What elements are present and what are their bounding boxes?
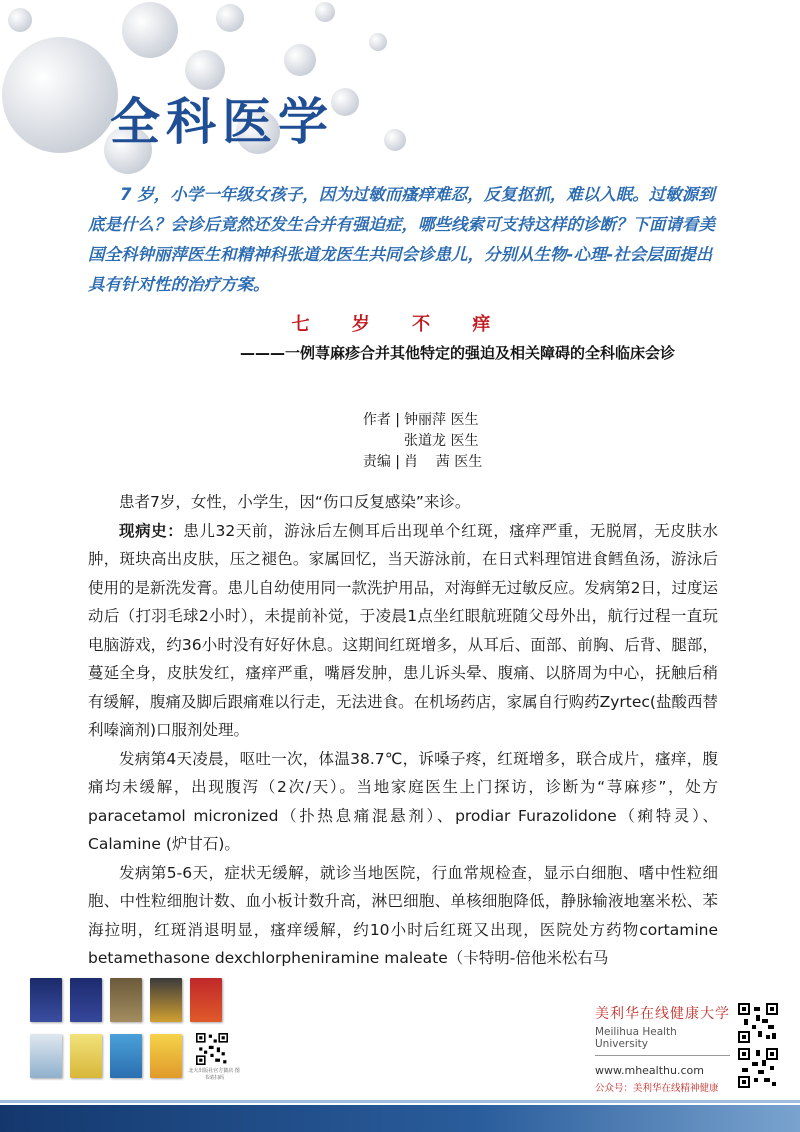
body-paragraph: 现病史：患儿32天前，游泳后左侧耳后出现单个红斑，瘙痒严重，无脱屑，无皮肤水肿，斑块高出皮肤，压之褪色。家属回忆，当天游泳前，在日式料理馆进食鳕鱼汤，游泳后使用的是新洗发膏。患儿自幼使用同一款洗护用品，对海鲜无过敏反应。发病第2日，过度运动后（打羽毛球2小时），未提前补觉，于凌晨1点坐红眼航班随父母外出，航行过程一直玩电脑游戏，约36小时没有好好休息。这期间红斑增多，从耳后、面部、前胸、后背、腿部，蔓延全身，皮肤发红，瘙痒严重，嘴唇发肿，患儿诉头晕、腹痛、以脐周为中心，抚触后稍有缓解，腹痛及脚后跟痛难以行走，无法进食。在机场药店，家属自行购药Zyrtec(盐酸西替利嗪滴剂)口服剂处理。 (88, 521, 718, 739)
byline-value: 张道龙 医生 (404, 433, 479, 449)
article-body (88, 488, 718, 973)
body-paragraph: 患者7岁，女性，小学生，因“伤口反复感染”来诊。 (119, 493, 471, 511)
byline (330, 410, 530, 473)
byline-value: 钟丽萍 医生 (404, 412, 479, 428)
qr-code-icon (738, 1048, 778, 1088)
brand-name-cn: 美利华在线健康大学 (595, 1006, 730, 1022)
footer-band (0, 1105, 800, 1132)
section-title: 全科医学 (110, 93, 334, 151)
body-paragraph: 发病第5-6天，症状无缓解，就诊当地医院，行血常规检查，显示白细胞、嗜中性粒细胞、中性粒细胞计数、血小板计数升高，淋巴细胞、单核细胞降低，静脉输液地塞米松、苯海拉明，红斑消退明显，瘙痒缓解，约10小时后红斑又出现，医院处方药物cortamine betamethasone dexchlorpheniramine maleate（卡特明-倍他米松右马 (88, 863, 718, 967)
byline-label: 责编 | (362, 454, 400, 470)
byline-value: 肖 茜 医生 (404, 454, 483, 470)
byline-row (330, 452, 530, 473)
book-cover (30, 978, 62, 1022)
brand-wechat: 公众号：美利华在线精神健康 (595, 1083, 719, 1094)
brand-block (595, 1003, 730, 1094)
brand-url: www.mhealthu.com (595, 1064, 704, 1077)
byline-label: 作者 | (362, 412, 400, 428)
book-cover (150, 1034, 182, 1078)
book-cover (190, 978, 222, 1022)
qr-code-icon (196, 1033, 228, 1065)
article-title: 七 岁 不 痒 (291, 314, 509, 335)
book-cover (30, 1034, 62, 1078)
footer-stripe (0, 1100, 800, 1103)
qr-caption: 北大出版社官方微店 图书请扫码 (188, 1068, 240, 1081)
book-cover (110, 1034, 142, 1078)
paragraph-lead: 现病史： (119, 521, 184, 540)
body-paragraph: 发病第4天凌晨，呕吐一次，体温38.7℃，诉嗓子疼，红斑增多，联合成片，瘙痒，腹痛均未缓解，出现腹泻（2次/天）。当地家庭医生上门探访，诊断为“荨麻疹”，处方paracetamol micronized（扑热息痛混悬剂）、prodiar Furazolidone（痢特灵）、Calamine (炉甘石)。 (88, 749, 718, 853)
intro-paragraph: 7 岁，小学一年级女孩子，因为过敏而瘙痒难忍，反复抠抓，难以入眠。过敏源到底是什么？会诊后竟然还发生合并有强迫症，哪些线索可支持这样的诊断？下面请看美国全科钟丽萍医生和精神科张道龙医生共同会诊患儿，分别从生物-心理-社会层面提出具有针对性的治疗方案。 (88, 185, 715, 294)
book-cover (150, 978, 182, 1022)
book-cover (70, 978, 102, 1022)
book-cover (70, 1034, 102, 1078)
byline-label (330, 431, 400, 452)
divider (595, 1055, 730, 1056)
qr-code-icon (738, 1003, 778, 1043)
byline-row (330, 431, 530, 452)
book-cover (110, 978, 142, 1022)
article-subtitle: ———一例荨麻疹合并其他特定的强迫及相关障碍的全科临床会诊 (240, 344, 676, 362)
byline-row (330, 410, 530, 431)
brand-name-en: Meilihua Health University (595, 1026, 677, 1050)
